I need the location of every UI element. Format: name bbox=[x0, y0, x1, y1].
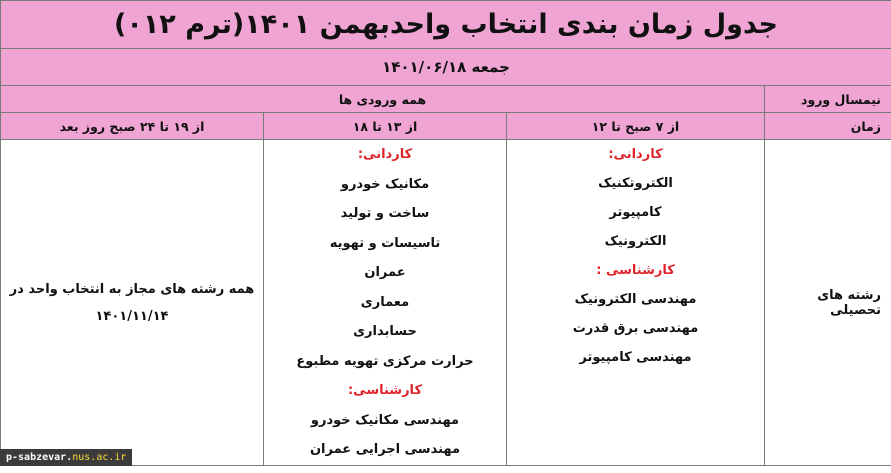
fields-row bbox=[1, 140, 891, 466]
list-item: الکترونیک bbox=[604, 234, 667, 249]
list-item: مهندسی الکترونیک bbox=[574, 292, 697, 307]
title-row bbox=[1, 1, 891, 49]
night-fields bbox=[1, 140, 264, 466]
list-item: تاسیسات و تهویه bbox=[329, 235, 441, 251]
night-deadline: ۱۴۰۱/۱۱/۱۴ bbox=[95, 308, 169, 324]
list-item: کامپیوتر bbox=[609, 205, 662, 220]
site-watermark bbox=[0, 449, 132, 466]
list-item: مهندسی کامپیوتر bbox=[579, 350, 692, 365]
watermark-domain: nus.ac.ir bbox=[72, 452, 127, 463]
list-item: الکتروتکنیک bbox=[598, 176, 673, 191]
page-title: جدول زمان بندی انتخاب واحدبهمن ۱۴۰۱(ترم ۰۱۲) bbox=[1, 1, 891, 49]
kardani-heading: کاردانی: bbox=[608, 147, 663, 162]
kardani-heading: کاردانی: bbox=[357, 147, 413, 162]
list-item: مکانیک خودرو bbox=[340, 176, 430, 192]
list-item: ساخت و تولید bbox=[340, 206, 430, 221]
list-item: مهندسی برق قدرت bbox=[572, 321, 699, 336]
slot-morning: از ۷ صبح تا ۱۲ bbox=[507, 113, 765, 140]
entry-value: همه ورودی ها bbox=[1, 86, 765, 113]
list-item: حرارت مرکزی تهویه مطبوع bbox=[296, 353, 474, 369]
morning-fields bbox=[507, 140, 765, 466]
list-item: حسابداری bbox=[353, 324, 417, 339]
list-item: مهندسی مکانیک خودرو bbox=[310, 412, 460, 428]
fields-label: رشته های تحصیلی bbox=[765, 140, 891, 466]
schedule-date: جمعه ۱۴۰۱/۰۶/۱۸ bbox=[1, 49, 891, 86]
watermark-prefix: p-sabzevar. bbox=[6, 452, 73, 463]
entry-row bbox=[1, 86, 891, 113]
list-item: معماری bbox=[360, 294, 410, 310]
time-row bbox=[1, 113, 891, 140]
list-item: عمران bbox=[364, 265, 406, 280]
list-item: مهندسی اجرایی عمران bbox=[309, 442, 461, 457]
night-note: همه رشته های مجاز به انتخاب واحد در bbox=[9, 281, 255, 297]
afternoon-fields bbox=[264, 140, 507, 466]
entry-label: نیمسال ورود bbox=[765, 86, 891, 113]
slot-afternoon: از ۱۳ تا ۱۸ bbox=[264, 113, 507, 140]
slot-night: از ۱۹ تا ۲۴ صبح روز بعد bbox=[1, 113, 264, 140]
karshenasi-heading: کارشناسی : bbox=[596, 263, 675, 278]
date-row bbox=[1, 49, 891, 86]
karshenasi-heading: کارشناسی: bbox=[347, 383, 423, 398]
time-label: زمان bbox=[765, 113, 891, 140]
